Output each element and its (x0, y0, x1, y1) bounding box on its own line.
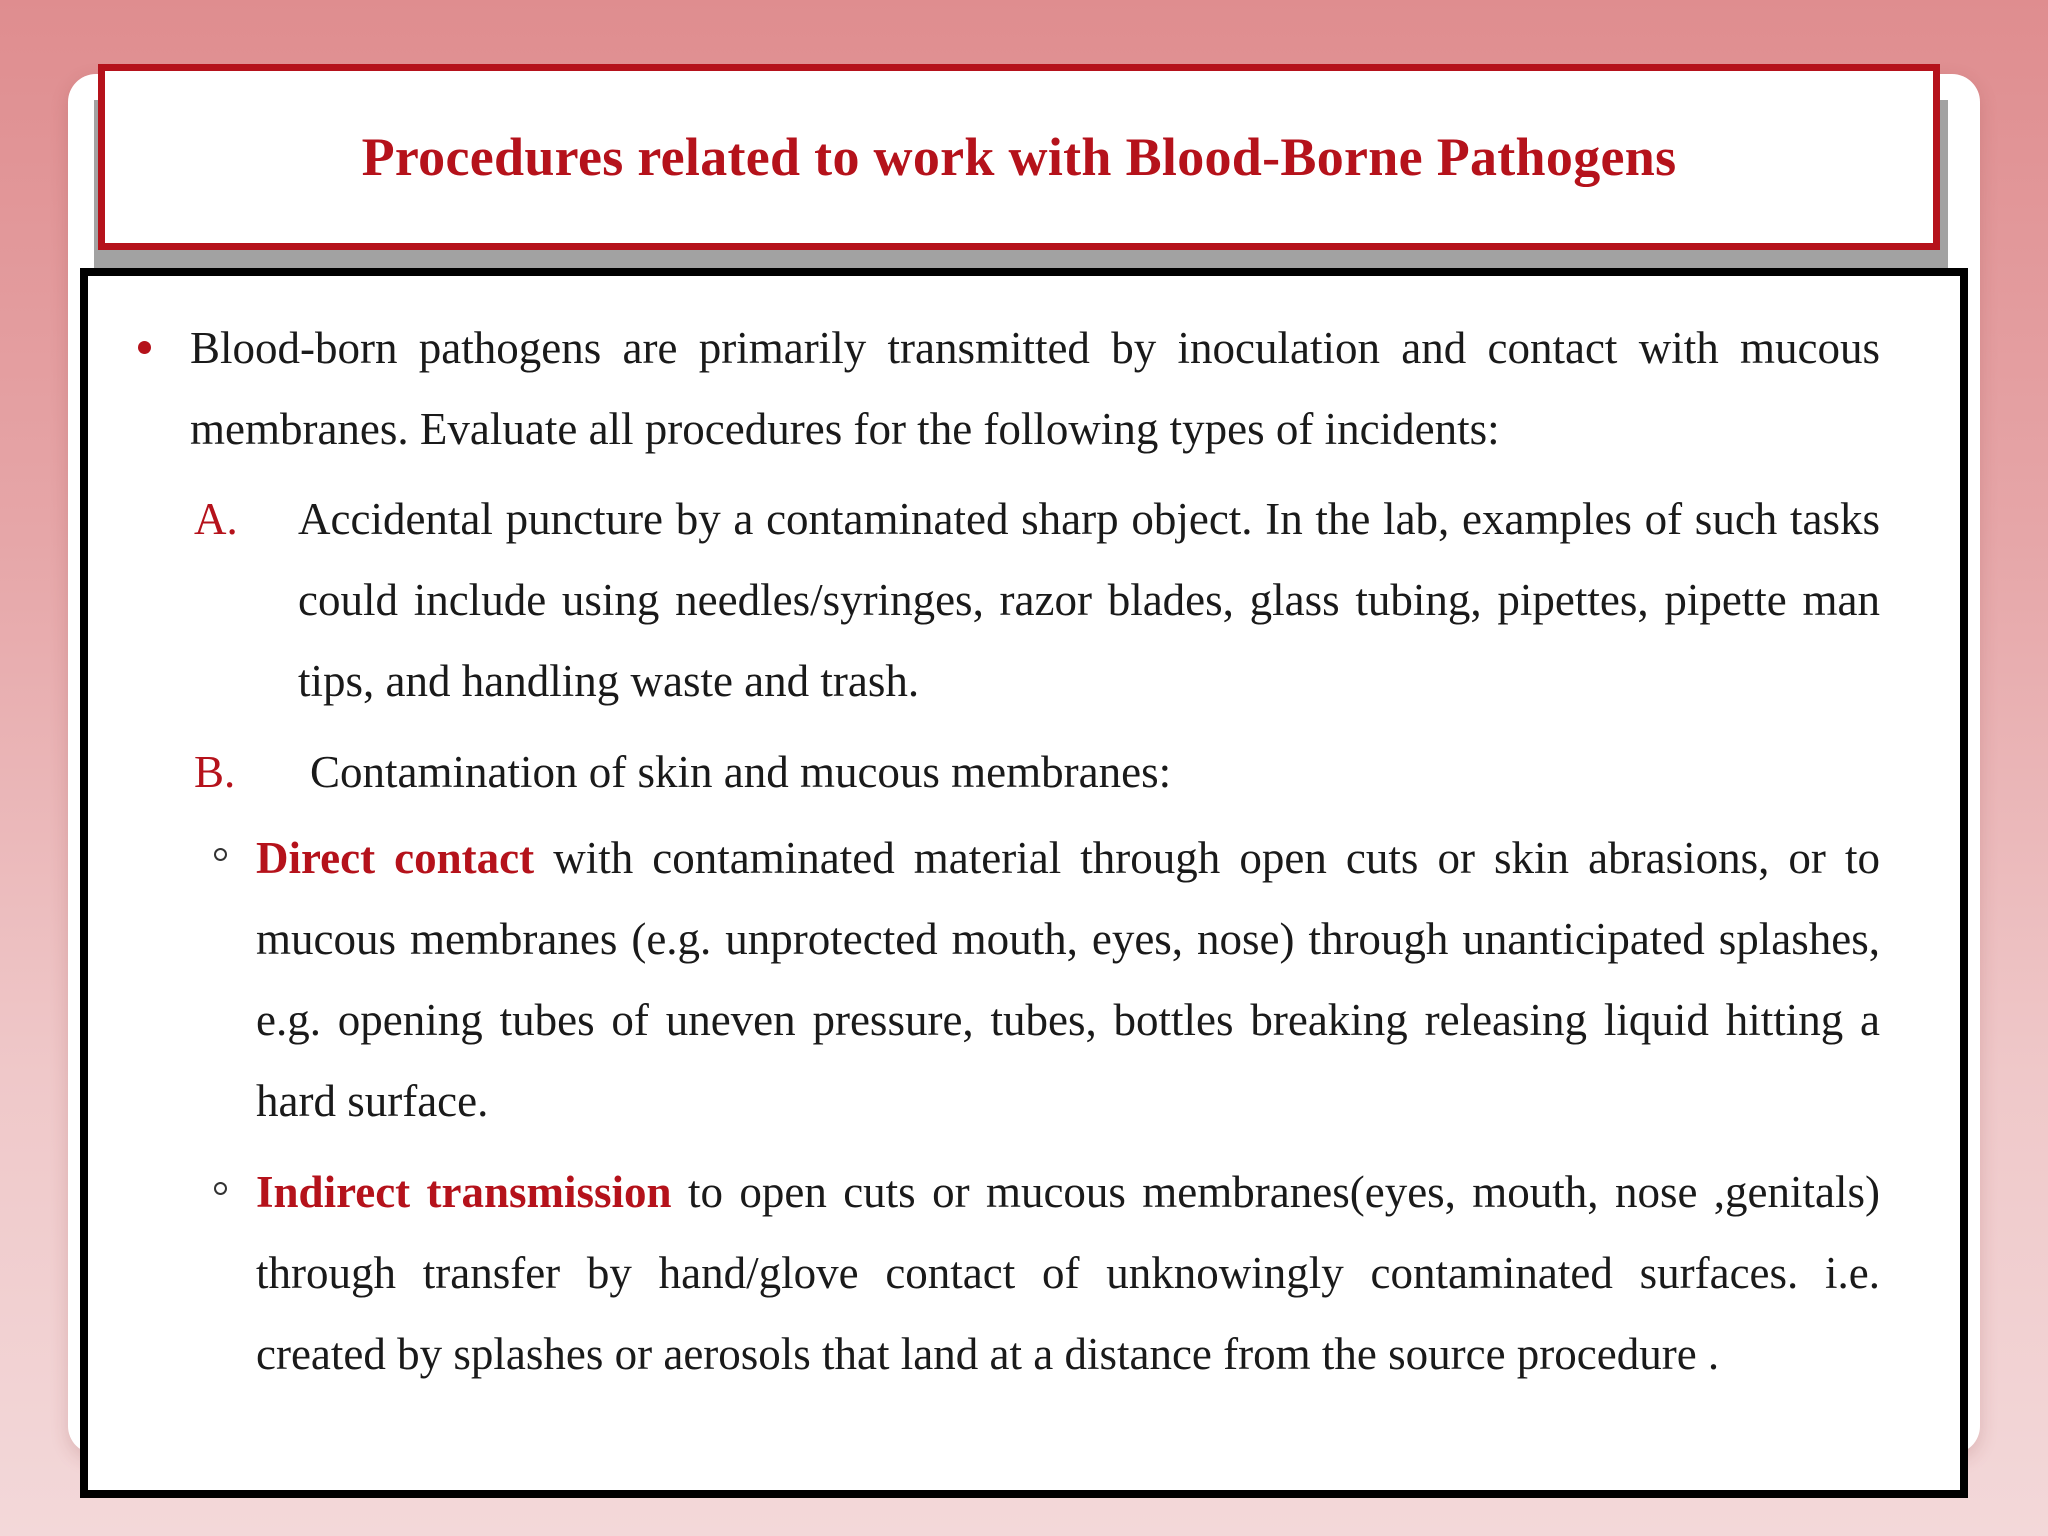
indirect-transmission-bullet-icon (214, 1182, 227, 1195)
indirect-transmission-text: to open cuts or mucous membranes(eyes, mouth, nose ,genitals) through transfer by hand/glove contact of unknowingly contaminated surfaces. i.e. created by splashes or aerosols that land at a distance from the source procedure . (256, 1167, 1881, 1379)
main-bullet-text: Blood-born pathogens are primarily transmitted by inoculation and contact with mucous membranes. Evaluate all procedures for the following types of incidents: (190, 323, 1880, 454)
indirect-transmission-term: Indirect transmission (256, 1167, 672, 1217)
direct-contact-paragraph (256, 818, 1880, 1142)
content-box (80, 268, 1968, 1498)
title-box (98, 64, 1940, 250)
item-b-marker: B. (194, 747, 236, 797)
slide-title: Procedures related to work with Blood-Borne Pathogens (361, 127, 1677, 187)
direct-contact-text: with contaminated material through open cuts or skin abrasions, or to mucous membranes (e.g. unprotected mouth, eyes, nose) through unanticipated splashes, e.g. opening tubes of uneven pressure, tubes, bottles breaking releasing liquid hitting a hard surface. (256, 833, 1880, 1126)
direct-contact-bullet-icon (214, 848, 227, 861)
item-a-marker: A. (194, 494, 238, 544)
main-bullet-icon (138, 341, 151, 354)
item-b-text: Contamination of skin and mucous membranes: (310, 747, 1172, 797)
direct-contact-term: Direct contact (256, 833, 535, 883)
indirect-transmission-paragraph (256, 1152, 1880, 1395)
item-a-text: Accidental puncture by a contaminated sharp object. In the lab, examples of such tasks could include using needles/syringes, razor blades, glass tubing, pipettes, pipette man tips, and handling waste and trash. (298, 494, 1880, 706)
content-area (88, 276, 1960, 1490)
